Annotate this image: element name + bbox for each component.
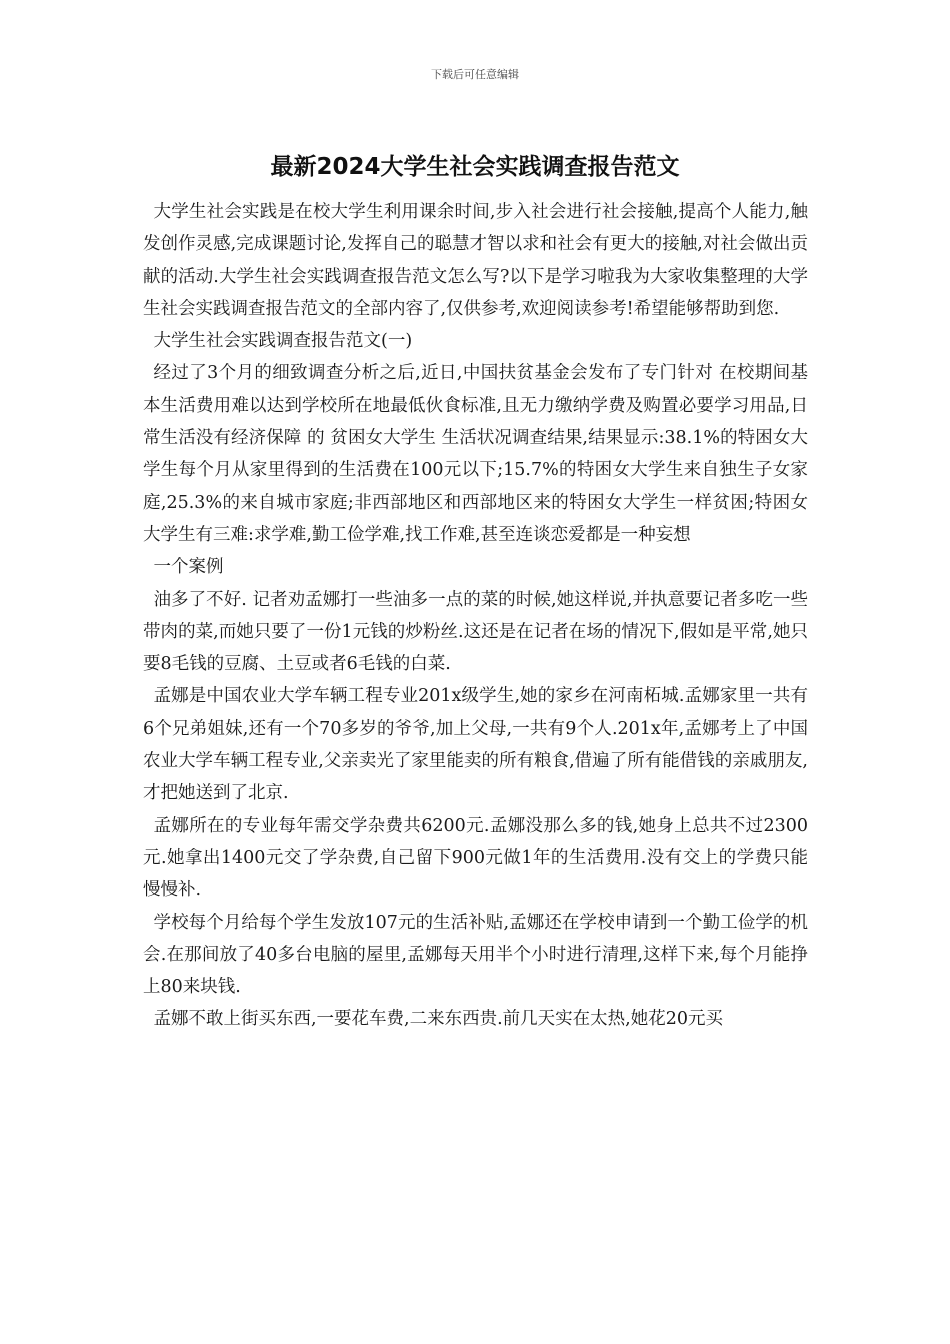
section-heading: 大学生社会实践调查报告范文(一)	[153, 331, 413, 352]
subheading-case: 一个案例	[153, 557, 224, 578]
paragraph-background: 孟娜是中国农业大学车辆工程专业201x级学生,她的家乡在河南柘城.孟娜家里一共有6个兄弟姐妹,还有一个70多岁的爷爷,加上父母,一共有9个人.201x年,孟娜考上了中国农业大学车辆工程专业,父亲卖光了家里能卖的所有粮食,借遍了所有能借钱的亲戚朋友,才把她送到了北京.	[143, 686, 808, 804]
paragraph-tuition: 孟娜所在的专业每年需交学杂费共6200元.孟娜没那么多的钱,她身上总共不过2300元.她拿出1400元交了学杂费,自己留下900元做1年的生活费用.没有交上的学费只能慢慢补.	[143, 815, 808, 901]
document-title: 最新2024大学生社会实践调查报告范文	[270, 154, 680, 180]
paragraph-survey: 经过了3个月的细致调查分析之后,近日,中国扶贫基金会发布了专门针对 在校期间基本生活费用难以达到学校所在地最低伙食标准,且无力缴纳学费及购置必要学习用品,日常生活没有经济保障 的 贫困女大学生 生活状况调查结果,结果显示:38.1%的特困女大学生每个月从家里得到的生活费在100元以下;15.7%的特困女大学生来自独生子女家庭,25.3%的来自城市家庭;非西部地区和西部地区来的特困女大学生一样贫困;特困女大学生有三难:求学难,勤工俭学难,找工作难,甚至连谈恋爱都是一种妄想	[143, 363, 808, 545]
paragraph-subsidy: 学校每个月给每个学生发放107元的生活补贴,孟娜还在学校申请到一个勤工俭学的机会.在那间放了40多台电脑的屋里,孟娜每天用半个小时进行清理,这样下来,每个月能挣上80来块钱.	[143, 912, 808, 998]
paragraph-intro: 大学生社会实践是在校大学生利用课余时间,步入社会进行社会接触,提高个人能力,触发创作灵感,完成课题讨论,发挥自己的聪慧才智以求和社会有更大的接触,对社会做出贡献的活动.大学生社会实践调查报告范文怎么写?以下是学习啦我为大家收集整理的大学生社会实践调查报告范文的全部内容了,仅供参考,欢迎阅读参考!希望能够帮助到您.	[143, 202, 808, 319]
header-note: 下载后可任意编辑	[431, 68, 519, 81]
document-body	[143, 196, 808, 1036]
paragraph-shopping: 孟娜不敢上街买东西,一要花车费,二来东西贵.前几天实在太热,她花20元买	[153, 1009, 724, 1030]
paragraph-oil: 油多了不好. 记者劝孟娜打一些油多一点的菜的时候,她这样说,并执意要记者多吃一些带肉的菜,而她只要了一份1元钱的炒粉丝.这还是在记者在场的情况下,假如是平常,她只要8毛钱的豆腐、土豆或者6毛钱的白菜.	[143, 589, 808, 675]
